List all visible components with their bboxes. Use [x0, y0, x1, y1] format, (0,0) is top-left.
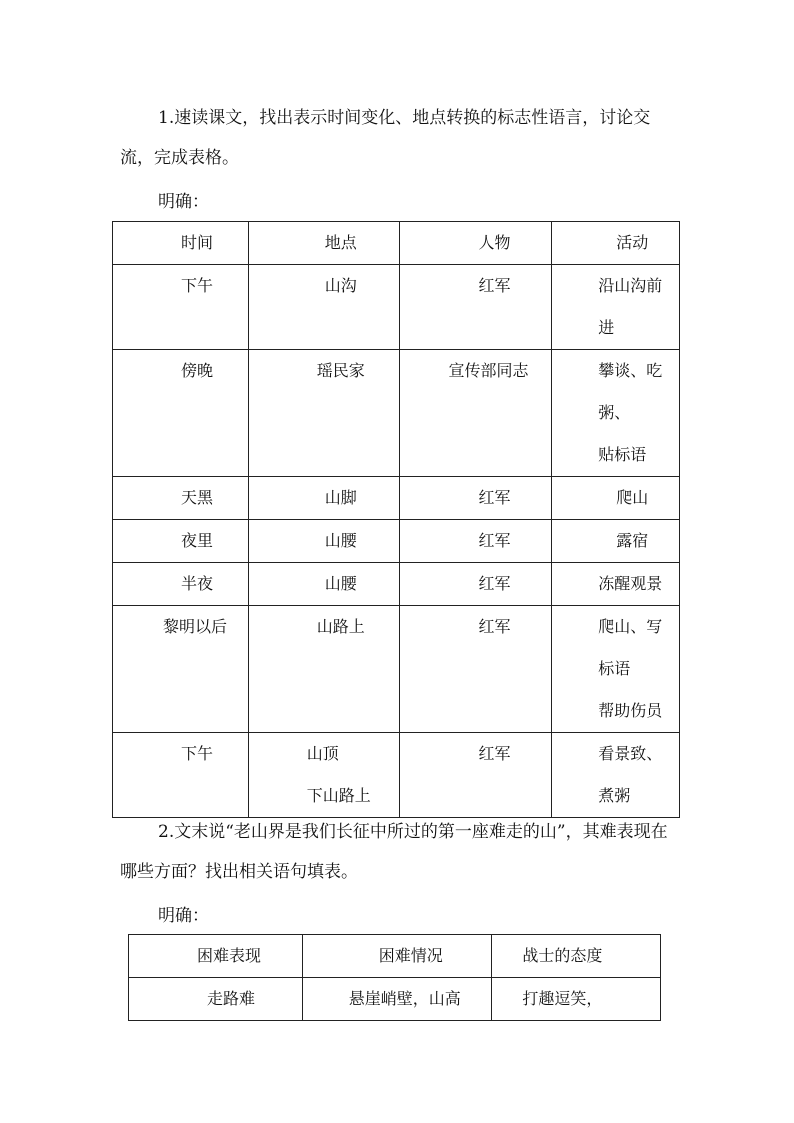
- header-cell: 困难情况: [302, 935, 492, 978]
- table-cell: 山路上: [248, 606, 400, 733]
- table-cell: 山腰: [248, 563, 400, 606]
- table-row: [113, 265, 680, 350]
- question-1: 1.速读课文，找出表示时间变化、地点转换的标志性语言，讨论交流，完成表格。: [120, 108, 651, 168]
- table-row: [113, 350, 680, 477]
- table-cell: 红军: [400, 265, 552, 350]
- header-cell: 人物: [400, 222, 552, 265]
- header-cell: 时间: [113, 222, 249, 265]
- table-cell: 山脚: [248, 477, 400, 520]
- table-cell: 夜里: [113, 520, 249, 563]
- table-cell: 宣传部同志: [400, 350, 552, 477]
- header-cell: 活动: [552, 222, 680, 265]
- table-cell: 红军: [400, 733, 552, 818]
- table-row: [113, 520, 680, 563]
- answer-label-2: 明确：: [158, 906, 209, 926]
- table-header-row: [113, 222, 680, 265]
- answer-label-1: 明确：: [158, 192, 209, 212]
- table-row: [129, 978, 661, 1021]
- table-cell: 爬山: [552, 477, 680, 520]
- table-cell: 瑶民家: [248, 350, 400, 477]
- table-cell: 天黑: [113, 477, 249, 520]
- table-cell: 冻醒观景: [552, 563, 680, 606]
- table-cell: 山沟: [248, 265, 400, 350]
- header-cell: 困难表现: [129, 935, 303, 978]
- table-row: [113, 477, 680, 520]
- question-2: 2.文末说“老山界是我们长征中所过的第一座难走的山”，其难表现在哪些方面？找出相关语句填表。: [120, 822, 668, 882]
- table-cell: 山顶 下山路上: [248, 733, 400, 818]
- table-cell: 红军: [400, 477, 552, 520]
- table-cell: 爬山、写 标语 帮助伤员: [552, 606, 680, 733]
- table-cell: 半夜: [113, 563, 249, 606]
- table-cell: 沿山沟前 进: [552, 265, 680, 350]
- table-cell: 傍晚: [113, 350, 249, 477]
- table-header-row: [129, 935, 661, 978]
- time-place-table: [112, 221, 680, 818]
- table-cell: 山腰: [248, 520, 400, 563]
- table-cell: 悬崖峭壁，山高: [302, 978, 492, 1021]
- table-cell: 红军: [400, 563, 552, 606]
- table-cell: 红军: [400, 606, 552, 733]
- table-row: [113, 606, 680, 733]
- table-cell: 露宿: [552, 520, 680, 563]
- difficulty-table: [128, 934, 661, 1021]
- table-cell: 红军: [400, 520, 552, 563]
- table-cell: 攀谈、吃 粥、 贴标语: [552, 350, 680, 477]
- table-cell: 看景致、 煮粥: [552, 733, 680, 818]
- table-cell: 下午: [113, 733, 249, 818]
- table-cell: 打趣逗笑，: [492, 978, 661, 1021]
- table-cell: 黎明以后: [113, 606, 249, 733]
- header-cell: 地点: [248, 222, 400, 265]
- table-row: [113, 733, 680, 818]
- table-row: [113, 563, 680, 606]
- header-cell: 战士的态度: [492, 935, 661, 978]
- table-cell: 下午: [113, 265, 249, 350]
- table-cell: 走路难: [129, 978, 303, 1021]
